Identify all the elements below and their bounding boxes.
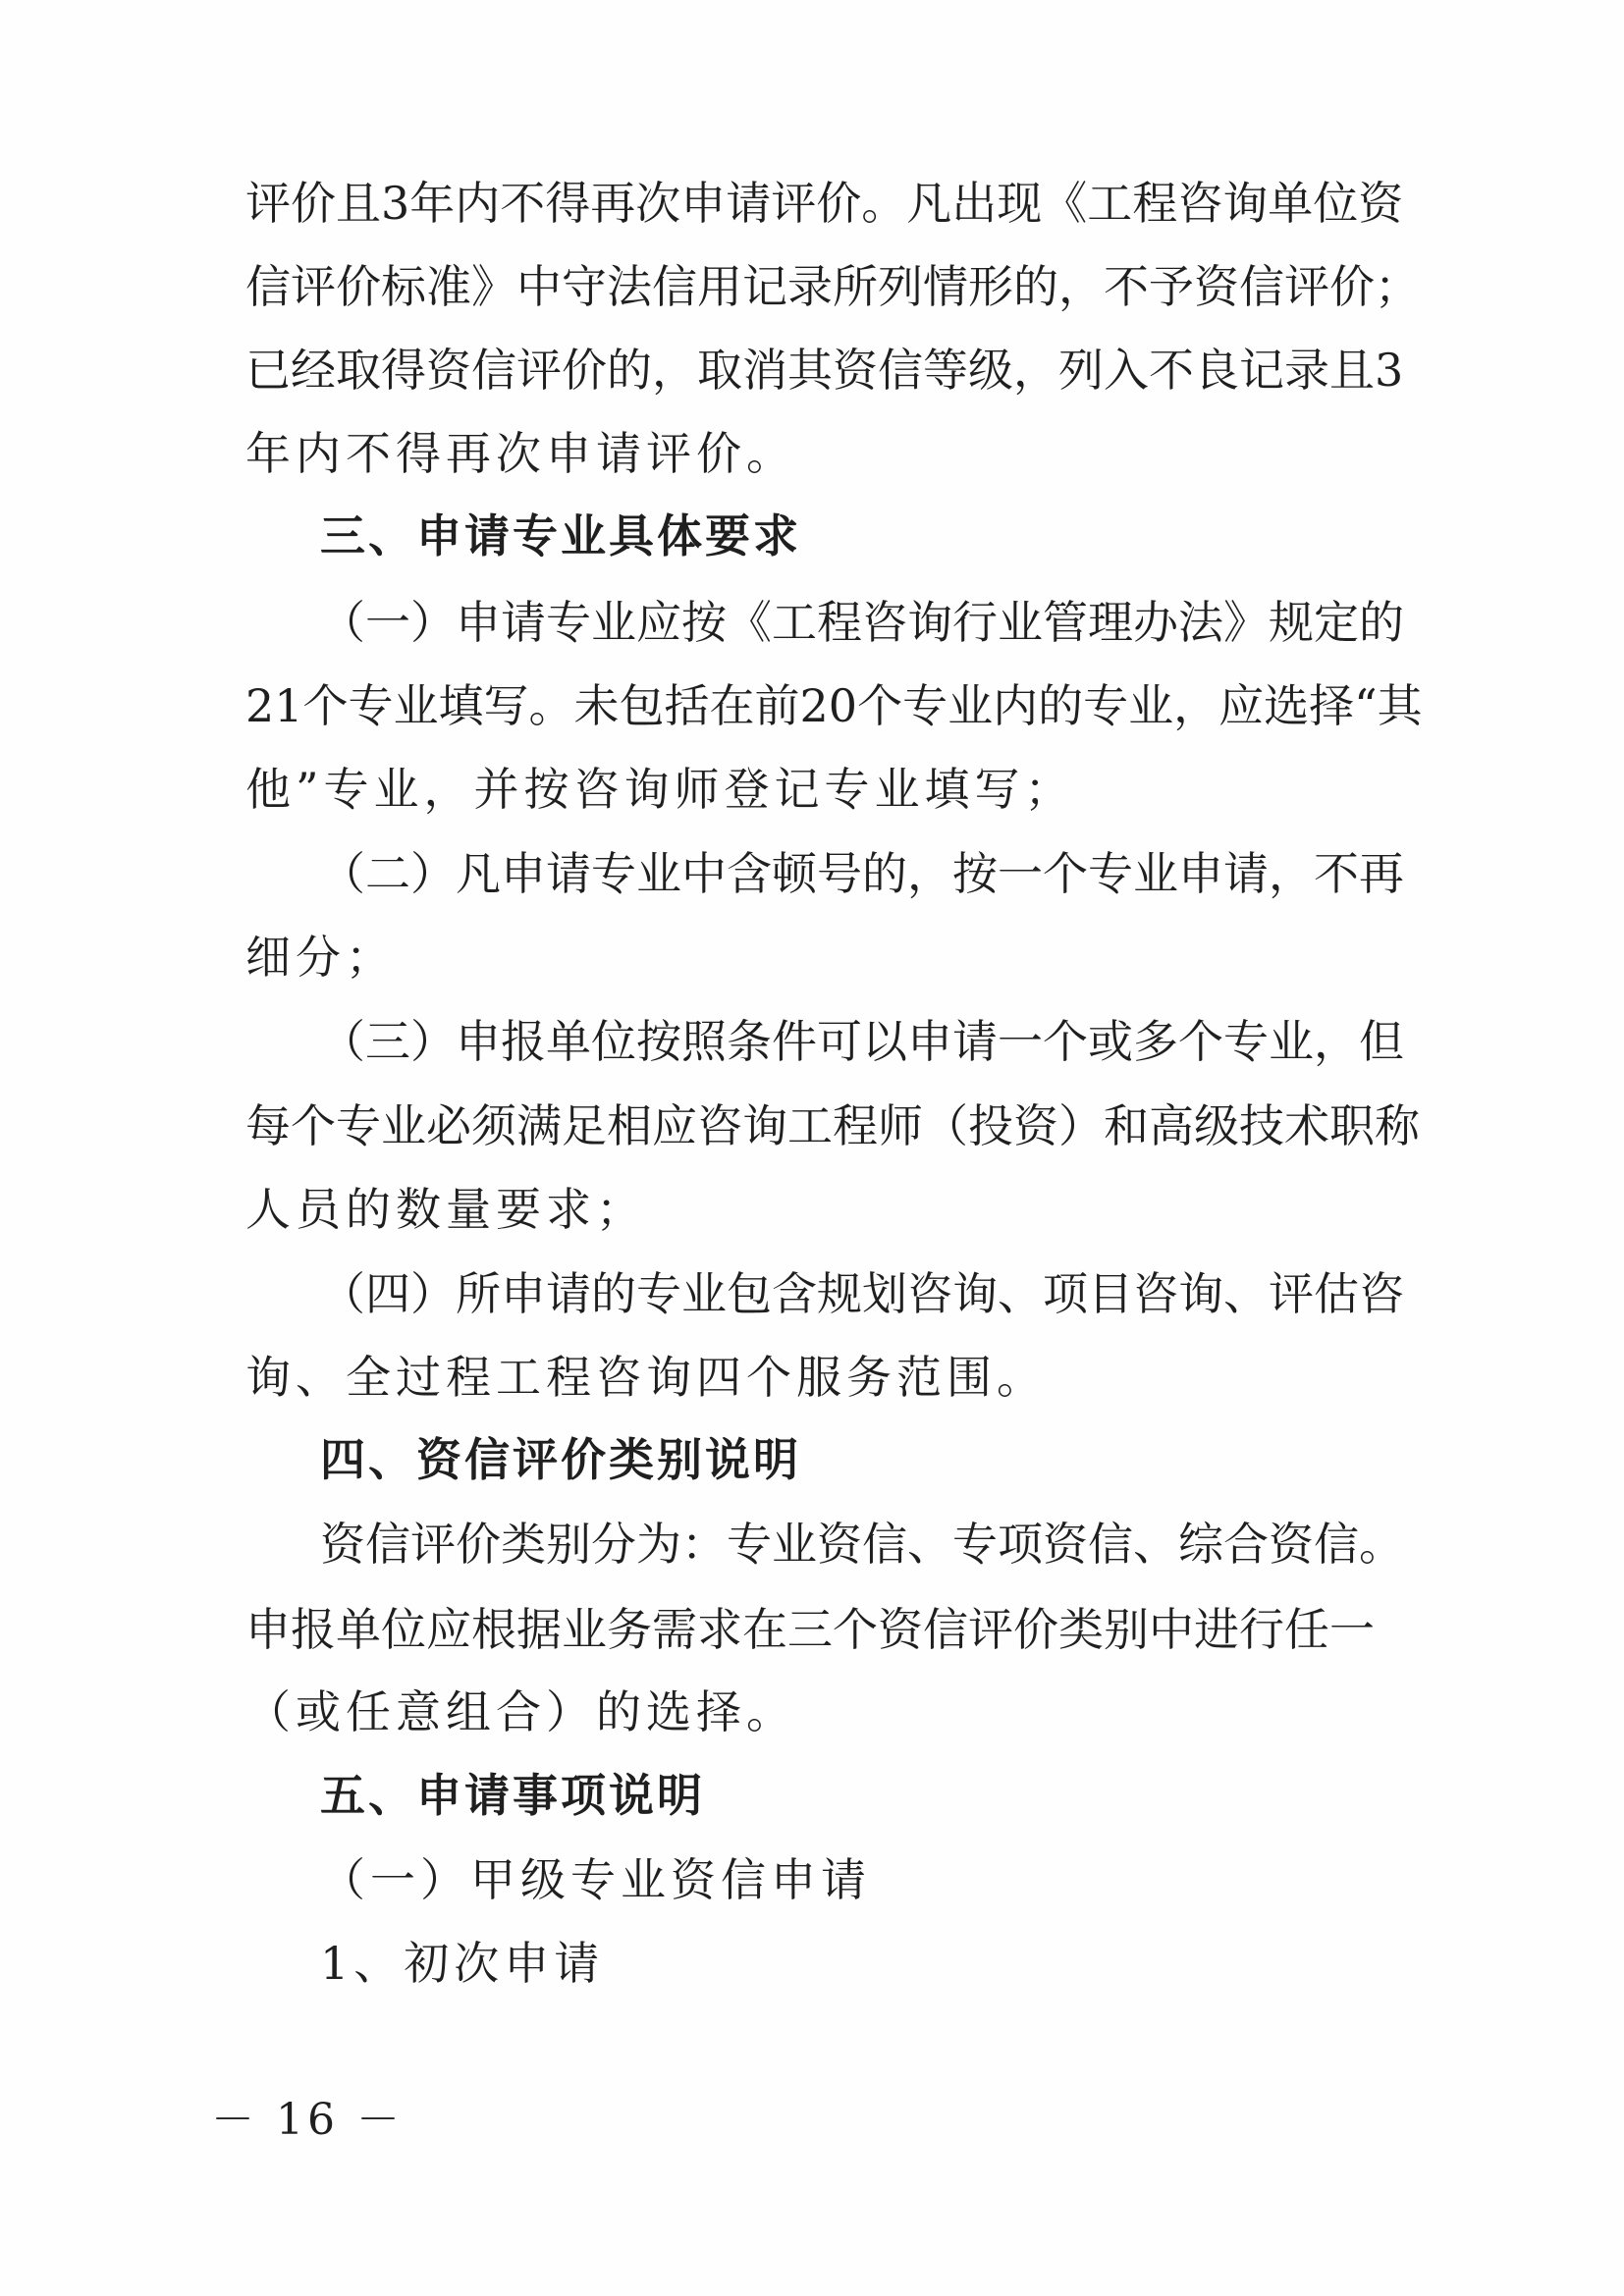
section-heading-three: 三、申请专业具体要求 [320, 509, 801, 562]
subsection-heading-a: （一）甲级专业资信申请 [320, 1853, 871, 1906]
section-heading-four: 四、资信评价类别说明 [320, 1433, 801, 1486]
paragraph-line-4: 年内不得再次申请评价。 [245, 427, 796, 480]
paragraph-line-11: 每个专业必须满足相应咨询工程师（投资）和高级技术职称 [245, 1099, 1420, 1152]
page-number: － 16 － [211, 2095, 404, 2145]
paragraph-line-9: 细分； [245, 931, 396, 984]
paragraph-line-1: 评价且3年内不得再次申请评价。凡出现《工程咨询单位资 [245, 177, 1404, 230]
paragraph-line-7: 他”专业，并按咨询师登记专业填写； [245, 763, 1075, 816]
paragraph-line-17: （或任意组合）的选择。 [245, 1685, 796, 1738]
paragraph-line-15: 资信评价类别分为：专业资信、专项资信、综合资信。 [320, 1518, 1404, 1571]
paragraph-line-5: （一）申请专业应按《工程咨询行业管理办法》规定的 [320, 596, 1404, 649]
paragraph-line-16: 申报单位应根据业务需求在三个资信评价类别中进行任一 [245, 1603, 1375, 1656]
paragraph-line-8: （二）凡申请专业中含顿号的，按一个专业申请，不再 [320, 847, 1404, 900]
paragraph-line-3: 已经取得资信评价的，取消其资信等级，列入不良记录且3 [245, 344, 1404, 397]
section-heading-five: 五、申请事项说明 [320, 1769, 705, 1822]
paragraph-line-14: 询、全过程工程咨询四个服务范围。 [245, 1351, 1047, 1404]
paragraph-line-13: （四）所申请的专业包含规划咨询、项目咨询、评估咨 [320, 1267, 1404, 1320]
paragraph-line-2: 信评价标准》中守法信用记录所列情形的，不予资信评价； [245, 260, 1420, 313]
paragraph-line-6: 21个专业填写。未包括在前20个专业内的专业，应选择“其 [245, 679, 1423, 732]
item-line-initial-application: 1、初次申请 [320, 1937, 605, 1990]
paragraph-line-10: （三）申报单位按照条件可以申请一个或多个专业，但 [320, 1015, 1404, 1068]
paragraph-line-12: 人员的数量要求； [245, 1183, 646, 1236]
